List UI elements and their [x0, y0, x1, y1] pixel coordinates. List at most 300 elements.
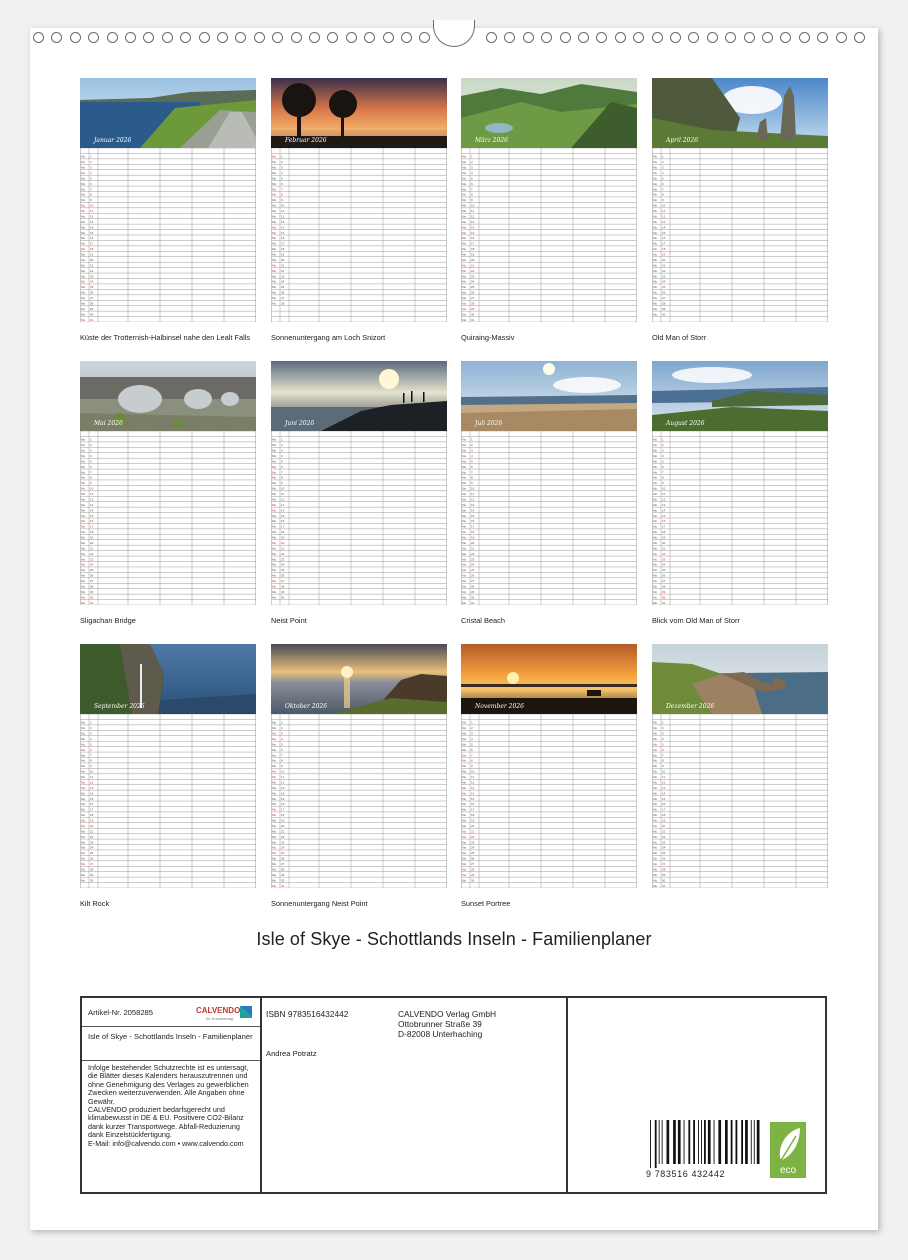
svg-text:Mo: Mo	[272, 209, 277, 214]
svg-text:Mo: Mo	[81, 753, 86, 758]
month-photo	[461, 78, 637, 148]
svg-text:21: 21	[471, 546, 475, 551]
svg-text:Mo: Mo	[462, 285, 467, 290]
svg-text:Mo: Mo	[81, 230, 86, 235]
photo-caption: Blick vom Old Man of Storr	[652, 616, 740, 625]
svg-text:Mo: Mo	[462, 475, 467, 480]
svg-text:22: 22	[90, 268, 94, 273]
svg-text:1: 1	[471, 437, 473, 442]
calvendo-logo-sub: Ihr Kunstverlag	[206, 1016, 233, 1021]
svg-text:23: 23	[281, 840, 285, 845]
svg-text:27: 27	[281, 862, 285, 867]
svg-text:30: 30	[90, 595, 94, 600]
svg-text:24: 24	[90, 845, 94, 850]
svg-text:4: 4	[90, 453, 92, 458]
month-photo	[652, 644, 828, 714]
svg-text:26: 26	[471, 856, 475, 861]
svg-text:10: 10	[662, 769, 666, 774]
svg-text:Mo: Mo	[272, 780, 277, 785]
svg-text:Mo: Mo	[81, 459, 86, 464]
svg-text:Mo: Mo	[272, 192, 277, 197]
svg-text:13: 13	[281, 502, 285, 507]
svg-text:12: 12	[471, 497, 475, 502]
binding-ring	[688, 32, 699, 43]
binding-ring	[670, 32, 681, 43]
svg-text:Mo: Mo	[81, 443, 86, 448]
svg-text:Mo: Mo	[653, 758, 658, 763]
svg-text:Mo: Mo	[653, 497, 658, 502]
svg-text:21: 21	[662, 263, 666, 268]
svg-text:9: 9	[90, 481, 92, 486]
svg-text:4: 4	[471, 736, 473, 741]
svg-text:16: 16	[281, 236, 285, 241]
svg-text:9: 9	[471, 481, 473, 486]
svg-text:9: 9	[662, 198, 664, 203]
svg-text:19: 19	[90, 818, 94, 823]
svg-text:Mo: Mo	[462, 862, 467, 867]
svg-text:Mo: Mo	[272, 160, 277, 165]
info-divider	[566, 998, 568, 1192]
svg-text:Mo: Mo	[81, 437, 86, 442]
spiral-binding	[0, 0, 908, 50]
svg-text:25: 25	[281, 568, 285, 573]
svg-text:28: 28	[662, 867, 666, 872]
svg-text:Mo: Mo	[653, 753, 658, 758]
svg-text:8: 8	[90, 192, 92, 197]
svg-text:Mo: Mo	[81, 176, 86, 181]
svg-text:Mo: Mo	[81, 247, 86, 252]
svg-text:19: 19	[662, 818, 666, 823]
binding-ring	[346, 32, 357, 43]
svg-text:Mo: Mo	[81, 785, 86, 790]
svg-text:Mo: Mo	[272, 845, 277, 850]
binding-ring	[88, 32, 99, 43]
day-grid	[80, 431, 256, 605]
svg-text:Mo: Mo	[462, 813, 467, 818]
svg-text:Mo: Mo	[462, 236, 467, 241]
svg-text:Mo: Mo	[272, 459, 277, 464]
svg-text:Mo: Mo	[462, 181, 467, 186]
svg-text:Mo: Mo	[653, 236, 658, 241]
svg-text:Mo: Mo	[272, 181, 277, 186]
svg-text:Mo: Mo	[272, 176, 277, 181]
svg-text:21: 21	[471, 263, 475, 268]
svg-text:Mo: Mo	[81, 802, 86, 807]
svg-text:Mo: Mo	[653, 170, 658, 175]
svg-text:10: 10	[90, 769, 94, 774]
svg-text:26: 26	[281, 290, 285, 295]
svg-text:Mo: Mo	[81, 736, 86, 741]
svg-text:Mo: Mo	[462, 731, 467, 736]
svg-text:Mo: Mo	[81, 758, 86, 763]
svg-text:Mo: Mo	[653, 502, 658, 507]
svg-text:Mo: Mo	[462, 758, 467, 763]
svg-text:8: 8	[90, 758, 92, 763]
svg-text:Mo: Mo	[462, 290, 467, 295]
svg-text:Mo: Mo	[81, 775, 86, 780]
svg-text:Mo: Mo	[81, 535, 86, 540]
svg-text:Mo: Mo	[653, 290, 658, 295]
svg-text:Mo: Mo	[272, 862, 277, 867]
month-label: Februar 2026	[285, 137, 327, 144]
svg-text:Mo: Mo	[462, 437, 467, 442]
month-photo	[652, 78, 828, 148]
svg-text:Mo: Mo	[462, 279, 467, 284]
svg-text:Mo: Mo	[653, 883, 658, 888]
svg-text:Mo: Mo	[462, 513, 467, 518]
svg-text:Mo: Mo	[81, 796, 86, 801]
svg-text:Mo: Mo	[81, 285, 86, 290]
svg-text:Mo: Mo	[462, 829, 467, 834]
svg-text:Mo: Mo	[81, 551, 86, 556]
svg-text:7: 7	[471, 753, 473, 758]
svg-text:Mo: Mo	[653, 475, 658, 480]
photo-caption: Quiraing-Massiv	[461, 333, 515, 342]
svg-text:31: 31	[90, 317, 94, 322]
svg-text:Mo: Mo	[272, 753, 277, 758]
svg-text:28: 28	[90, 584, 94, 589]
svg-text:19: 19	[281, 535, 285, 540]
svg-text:Mo: Mo	[653, 540, 658, 545]
svg-text:25: 25	[281, 851, 285, 856]
svg-text:Mo: Mo	[653, 568, 658, 573]
svg-text:Mo: Mo	[462, 192, 467, 197]
svg-text:Mo: Mo	[653, 296, 658, 301]
svg-text:6: 6	[281, 464, 283, 469]
svg-text:25: 25	[90, 285, 94, 290]
svg-text:13: 13	[662, 785, 666, 790]
svg-text:29: 29	[90, 306, 94, 311]
svg-text:Mo: Mo	[272, 568, 277, 573]
month-sheet	[80, 78, 256, 322]
svg-text:16: 16	[90, 236, 94, 241]
svg-text:Mo: Mo	[81, 317, 86, 322]
svg-text:2: 2	[281, 443, 283, 448]
svg-text:Mo: Mo	[81, 780, 86, 785]
svg-text:11: 11	[471, 492, 475, 497]
svg-text:1: 1	[471, 154, 473, 159]
svg-text:21: 21	[662, 546, 666, 551]
svg-text:9: 9	[662, 764, 664, 769]
day-grid	[271, 714, 447, 888]
svg-text:2: 2	[281, 160, 283, 165]
svg-text:Mo: Mo	[272, 524, 277, 529]
svg-text:14: 14	[90, 791, 94, 796]
svg-text:29: 29	[471, 589, 475, 594]
svg-text:18: 18	[471, 813, 475, 818]
svg-text:Mo: Mo	[653, 508, 658, 513]
svg-text:7: 7	[90, 187, 92, 192]
svg-text:Mo: Mo	[81, 170, 86, 175]
binding-ring	[254, 32, 265, 43]
svg-text:Mo: Mo	[81, 519, 86, 524]
svg-text:Mo: Mo	[81, 301, 86, 306]
svg-text:Mo: Mo	[462, 540, 467, 545]
svg-text:5: 5	[662, 459, 664, 464]
svg-text:8: 8	[90, 475, 92, 480]
svg-text:Mo: Mo	[81, 557, 86, 562]
day-grid	[461, 148, 637, 322]
svg-text:Mo: Mo	[272, 535, 277, 540]
svg-text:14: 14	[471, 225, 475, 230]
svg-text:Mo: Mo	[462, 312, 467, 317]
svg-text:Mo: Mo	[272, 785, 277, 790]
svg-text:Mo: Mo	[462, 775, 467, 780]
svg-text:Mo: Mo	[653, 796, 658, 801]
svg-text:Mo: Mo	[462, 747, 467, 752]
svg-text:Mo: Mo	[272, 562, 277, 567]
svg-text:3: 3	[281, 731, 283, 736]
svg-text:Mo: Mo	[462, 568, 467, 573]
svg-text:25: 25	[90, 851, 94, 856]
svg-text:Mo: Mo	[81, 568, 86, 573]
binding-ring	[486, 32, 497, 43]
svg-text:8: 8	[662, 758, 664, 763]
svg-text:Mo: Mo	[462, 203, 467, 208]
svg-text:Mo: Mo	[653, 731, 658, 736]
svg-text:Mo: Mo	[653, 589, 658, 594]
svg-text:23: 23	[281, 274, 285, 279]
svg-text:22: 22	[281, 834, 285, 839]
svg-text:Mo: Mo	[272, 290, 277, 295]
svg-text:17: 17	[90, 807, 94, 812]
svg-text:Mo: Mo	[272, 579, 277, 584]
svg-text:24: 24	[662, 279, 666, 284]
svg-text:Mo: Mo	[462, 274, 467, 279]
svg-text:Mo: Mo	[272, 736, 277, 741]
svg-text:Mo: Mo	[653, 192, 658, 197]
svg-text:Mo: Mo	[272, 241, 277, 246]
svg-text:6: 6	[471, 181, 473, 186]
svg-text:Mo: Mo	[462, 508, 467, 513]
svg-text:Mo: Mo	[272, 878, 277, 883]
svg-text:Mo: Mo	[653, 437, 658, 442]
binding-ring	[799, 32, 810, 43]
svg-text:29: 29	[90, 589, 94, 594]
svg-text:22: 22	[281, 551, 285, 556]
svg-text:Mo: Mo	[653, 802, 658, 807]
svg-text:Mo: Mo	[81, 165, 86, 170]
svg-text:20: 20	[90, 257, 94, 262]
svg-text:Mo: Mo	[272, 475, 277, 480]
svg-text:16: 16	[662, 519, 666, 524]
svg-text:22: 22	[662, 834, 666, 839]
svg-text:Mo: Mo	[81, 290, 86, 295]
svg-text:Mo: Mo	[272, 170, 277, 175]
svg-text:Mo: Mo	[653, 764, 658, 769]
month-sheet	[271, 78, 447, 322]
svg-text:Mo: Mo	[272, 540, 277, 545]
svg-text:Mo: Mo	[272, 851, 277, 856]
barcode-number: 9 783516 432442	[646, 1169, 726, 1179]
month-photo	[80, 361, 256, 431]
svg-text:Mo: Mo	[272, 747, 277, 752]
svg-text:11: 11	[281, 492, 285, 497]
svg-text:Mo: Mo	[653, 209, 658, 214]
svg-text:6: 6	[662, 747, 664, 752]
svg-text:4: 4	[662, 170, 664, 175]
svg-text:8: 8	[281, 192, 283, 197]
binding-ring	[51, 32, 62, 43]
month-label: Oktober 2026	[285, 703, 328, 710]
svg-text:Mo: Mo	[272, 829, 277, 834]
svg-text:30: 30	[471, 312, 475, 317]
svg-text:Mo: Mo	[462, 225, 467, 230]
svg-text:Mo: Mo	[81, 274, 86, 279]
svg-text:19: 19	[471, 818, 475, 823]
svg-text:Mo: Mo	[272, 481, 277, 486]
svg-text:4: 4	[662, 736, 664, 741]
svg-text:2: 2	[90, 443, 92, 448]
svg-text:Mo: Mo	[653, 562, 658, 567]
svg-text:1: 1	[281, 154, 283, 159]
svg-text:12: 12	[662, 497, 666, 502]
svg-text:Mo: Mo	[462, 764, 467, 769]
svg-text:Mo: Mo	[462, 535, 467, 540]
svg-text:Mo: Mo	[81, 573, 86, 578]
svg-text:11: 11	[471, 209, 475, 214]
svg-text:28: 28	[471, 867, 475, 872]
svg-text:2: 2	[662, 160, 664, 165]
svg-text:7: 7	[281, 753, 283, 758]
svg-text:Mo: Mo	[272, 470, 277, 475]
binding-ring	[327, 32, 338, 43]
svg-text:21: 21	[281, 546, 285, 551]
svg-text:29: 29	[662, 306, 666, 311]
svg-text:Mo: Mo	[81, 540, 86, 545]
svg-text:Mo: Mo	[653, 557, 658, 562]
svg-text:17: 17	[471, 524, 475, 529]
svg-text:Mo: Mo	[462, 595, 467, 600]
svg-text:14: 14	[281, 508, 285, 513]
photo-caption: Kilt Rock	[80, 899, 110, 908]
svg-text:5: 5	[281, 176, 283, 181]
svg-text:Mo: Mo	[653, 791, 658, 796]
svg-text:10: 10	[90, 203, 94, 208]
svg-text:20: 20	[662, 257, 666, 262]
calvendo-logo	[194, 1004, 256, 1024]
svg-text:27: 27	[662, 862, 666, 867]
month-sheet	[461, 78, 637, 322]
svg-text:Mo: Mo	[81, 219, 86, 224]
svg-text:Mo: Mo	[81, 845, 86, 850]
svg-text:Mo: Mo	[272, 453, 277, 458]
svg-text:15: 15	[90, 513, 94, 518]
svg-text:Mo: Mo	[462, 524, 467, 529]
svg-text:6: 6	[281, 747, 283, 752]
month-label: Juli 2026	[475, 420, 503, 427]
svg-text:Mo: Mo	[653, 595, 658, 600]
svg-text:25: 25	[662, 851, 666, 856]
binding-ring	[652, 32, 663, 43]
svg-text:18: 18	[662, 247, 666, 252]
svg-text:29: 29	[90, 872, 94, 877]
svg-text:20: 20	[281, 540, 285, 545]
svg-text:Mo: Mo	[653, 823, 658, 828]
svg-text:1: 1	[662, 720, 664, 725]
svg-text:Mo: Mo	[81, 600, 86, 605]
svg-text:30: 30	[471, 878, 475, 883]
svg-text:26: 26	[281, 573, 285, 578]
svg-text:19: 19	[281, 252, 285, 257]
svg-text:4: 4	[90, 736, 92, 741]
month-label: Januar 2026	[94, 137, 132, 144]
svg-text:19: 19	[90, 252, 94, 257]
svg-text:Mo: Mo	[653, 285, 658, 290]
svg-text:28: 28	[471, 301, 475, 306]
svg-text:6: 6	[90, 181, 92, 186]
svg-text:17: 17	[662, 524, 666, 529]
svg-text:13: 13	[471, 219, 475, 224]
svg-text:Mo: Mo	[653, 872, 658, 877]
svg-text:14: 14	[90, 225, 94, 230]
svg-text:Mo: Mo	[81, 747, 86, 752]
svg-text:Mo: Mo	[81, 742, 86, 747]
svg-text:Mo: Mo	[462, 214, 467, 219]
svg-text:24: 24	[281, 279, 285, 284]
svg-text:Mo: Mo	[653, 187, 658, 192]
svg-text:24: 24	[471, 562, 475, 567]
svg-text:26: 26	[471, 290, 475, 295]
isbn: ISBN 9783516432442	[266, 1009, 349, 1019]
svg-text:6: 6	[471, 747, 473, 752]
photo-caption: Cristal Beach	[461, 616, 505, 625]
svg-text:22: 22	[471, 268, 475, 273]
svg-text:14: 14	[281, 791, 285, 796]
svg-text:18: 18	[281, 247, 285, 252]
svg-text:15: 15	[662, 230, 666, 235]
svg-text:13: 13	[281, 785, 285, 790]
svg-text:Mo: Mo	[81, 584, 86, 589]
svg-text:7: 7	[471, 187, 473, 192]
svg-text:19: 19	[662, 252, 666, 257]
svg-text:12: 12	[281, 780, 285, 785]
svg-text:Mo: Mo	[272, 236, 277, 241]
svg-text:7: 7	[90, 470, 92, 475]
svg-text:Mo: Mo	[272, 796, 277, 801]
photo-caption: Küste der Trotternish-Halbinsel nahe den Lealt Falls	[80, 333, 251, 342]
svg-text:12: 12	[90, 780, 94, 785]
svg-text:Mo: Mo	[653, 840, 658, 845]
svg-text:Mo: Mo	[653, 519, 658, 524]
svg-text:21: 21	[471, 829, 475, 834]
svg-text:10: 10	[281, 486, 285, 491]
svg-text:3: 3	[662, 165, 664, 170]
svg-text:13: 13	[90, 219, 94, 224]
svg-text:2: 2	[90, 160, 92, 165]
month-label: September 2026	[94, 703, 145, 710]
svg-text:Mo: Mo	[653, 862, 658, 867]
svg-text:Mo: Mo	[81, 508, 86, 513]
svg-text:26: 26	[90, 573, 94, 578]
svg-text:Mo: Mo	[653, 769, 658, 774]
binding-ring	[309, 32, 320, 43]
barcode	[646, 1120, 766, 1182]
svg-text:Mo: Mo	[653, 818, 658, 823]
photo-caption: Neist Point	[271, 616, 307, 625]
svg-text:26: 26	[90, 290, 94, 295]
svg-text:Mo: Mo	[81, 807, 86, 812]
svg-text:Mo: Mo	[462, 823, 467, 828]
svg-text:Mo: Mo	[653, 530, 658, 535]
svg-text:20: 20	[471, 823, 475, 828]
svg-text:22: 22	[90, 551, 94, 556]
svg-text:Mo: Mo	[81, 241, 86, 246]
svg-text:Mo: Mo	[462, 851, 467, 856]
svg-text:9: 9	[90, 198, 92, 203]
svg-text:21: 21	[662, 829, 666, 834]
svg-text:24: 24	[471, 845, 475, 850]
